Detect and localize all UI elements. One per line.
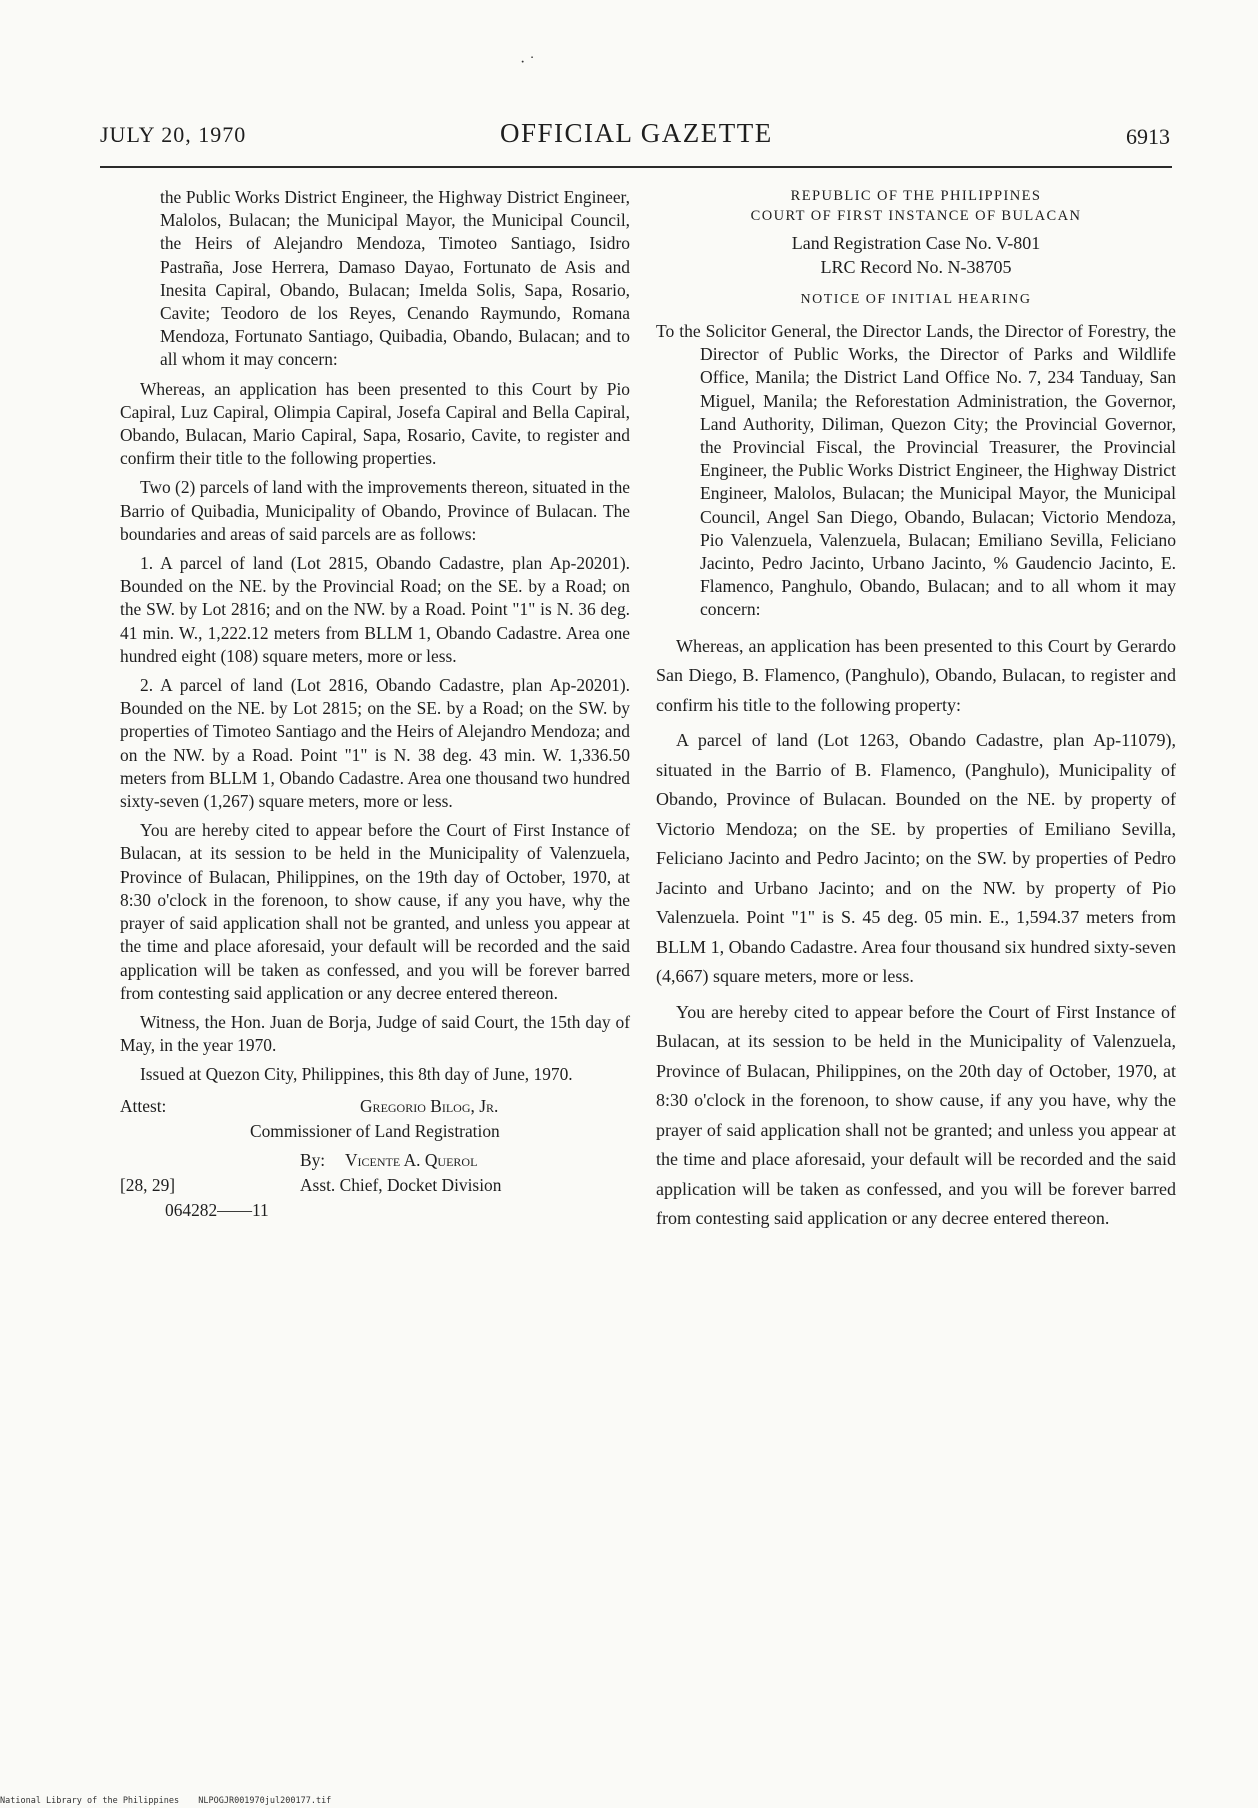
lrc-record: LRC Record No. N-38705 bbox=[820, 257, 1012, 277]
left-addressees: the Public Works District Engineer, the Highway District Engineer, Malolos, Bulacan; the Municipal Mayor, the Municipal Council, the Heirs of Alejandro Mendoza, Timoteo Santiago, Isidro Pastraña, Jose Herrera, Damaso Dayao, Fortunato de Asis and Inesita Capiral, Obando, Bulacan; Imelda Solis, Sapa, Rosario, Cavite; Teodoro de los Reyes, Cenando Raymundo, Romana Mendoza, Fortunato Santiago, Quibadia, Obando, Bulacan; and to all whom it may concern: bbox=[160, 187, 630, 370]
print-speck: · ˙ bbox=[520, 54, 535, 71]
by-title: Asst. Chief, Docket Division bbox=[300, 1174, 502, 1195]
right-citation: You are hereby cited to appear before the Court of First Instance of Bulacan, at its session to be held in the Municipality of Valenzuela, Province of Bulacan, Philippines, on the 20th day of October, 1970, at 8:30 o'clock in the forenoon, to show cause, if any you have, why the prayer of said application shall not be granted; and unless you appear at the time and place aforesaid, your default will be recorded and the said application will be taken as confessed, and you will be forever barred from contesting said application or any decree entered thereon. bbox=[656, 1001, 1176, 1229]
issue-date: JULY 20, 1970 bbox=[100, 122, 247, 147]
by-label: By: bbox=[300, 1149, 326, 1170]
right-column bbox=[656, 186, 1176, 1240]
signature-block bbox=[120, 1093, 630, 1221]
attest-label: Attest: bbox=[120, 1095, 167, 1116]
signatory-name: Gregorio Bilog, Jr. bbox=[360, 1095, 499, 1116]
right-addressees: To the Solicitor General, the Director Lands, the Director of Forestry, the Director of Public Works, the Director of Parks and Wildlife Office, Manila; the District Land Office No. 7, 234 Tanduay, San Miguel, Manila; the Reforestation Administration, the Governor, Land Authority, Diliman, Quezon City; the Provincial Governor, the Provincial Fiscal, the Provincial Treasurer, the Provincial Engineer, the Public Works District Engineer, the Highway District Engineer, Malolos, Bulacan; the Municipal Mayor, the Municipal Council, Angel San Diego, Obando, Bulacan; Victorio Mendoza, Pio Valenzuela, Valenzuela, Bulacan; Emiliano Sevilla, Feliciano Jacinto, Pedro Jacinto, Urbano Jacinto, % Gaudencio Jacinto, E. Flamenco, Panghulo, Obando, Bulacan; and to all whom it may concern: bbox=[656, 321, 1176, 620]
left-parcel-1: 1. A parcel of land (Lot 2815, Obando Cadastre, plan Ap-20201). Bounded on the NE. by the Provincial Road; on the SE. by a Road; on the SW. by Lot 2816; and on the NW. by a Road. Point "1" is N. 36 deg. 41 min. W., 1,222.12 meters from BLLM 1, Obando Cadastre. Area one hundred eight (108) square meters, more or less. bbox=[120, 553, 630, 666]
left-column bbox=[120, 186, 630, 1221]
header-rule bbox=[100, 166, 1172, 168]
right-parcel: A parcel of land (Lot 1263, Obando Cadastre, plan Ap-11079), situated in the Barrio of B. Flamenco, (Panghulo), Municipality of Obando, Province of Bulacan. Bounded on the NE. by property of Victorio Mendoza; on the SE. by properties of Emiliano Sevilla, Feliciano Jacinto and Pedro Jacinto; on the SW. by properties of Pedro Jacinto and Urbano Jacinto; and on the NW. by property of Pio Valenzuela. Point "1" is S. 45 deg. 05 min. E., 1,594.37 meters from BLLM 1, Obando Cadastre. Area four thousand six hundred sixty-seven (4,667) square meters, more or less. bbox=[656, 730, 1176, 987]
page-header bbox=[100, 118, 1170, 158]
by-name: Vicente A. Querol bbox=[345, 1149, 478, 1170]
print-code: 064282——11 bbox=[165, 1199, 269, 1220]
left-whereas: Whereas, an application has been presented to this Court by Pio Capiral, Luz Capiral, Olimpia Capiral, Josefa Capiral and Bella Capiral, Obando, Bulacan, Mario Capiral, Sapa, Rosario, Cavite, to register and confirm their title to the following properties. bbox=[120, 378, 630, 469]
page-number: 6913 bbox=[1126, 124, 1170, 149]
right-whereas: Whereas, an application has been presented to this Court by Gerardo San Diego, B. Flamenco, (Panghulo), Obando, Bulacan, to register and confirm his title to the following property: bbox=[656, 635, 1176, 715]
left-issued: Issued at Quezon City, Philippines, this 8th day of June, 1970. bbox=[140, 1064, 573, 1085]
publication-title: OFFICIAL GAZETTE bbox=[500, 118, 773, 148]
footer-source: National Library of the Philippines bbox=[0, 1796, 180, 1806]
scan-footer bbox=[0, 1796, 331, 1806]
left-citation: You are hereby cited to appear before the Court of First Instance of Bulacan, at its session to be held in the Municipality of Valenzuela, Province of Bulacan, Philippines, on the 19th day of October, 1970, at 8:30 o'clock in the forenoon, to show cause, if any you have, why the prayer of said application shall not be granted, and unless you appear at the time and place aforesaid, your default will be recorded and the said application will be taken as confessed, and you will be forever barred from contesting said application or any decree entered thereon. bbox=[120, 820, 630, 1003]
court-heading: COURT OF FIRST INSTANCE OF BULACAN bbox=[750, 208, 1082, 224]
footer-file-id: NLPOGJR001970jul200177.tif bbox=[198, 1796, 332, 1806]
signatory-title: Commissioner of Land Registration bbox=[250, 1120, 500, 1141]
notice-heading: NOTICE OF INITIAL HEARING bbox=[800, 292, 1032, 307]
left-parcels-intro: Two (2) parcels of land with the improvements thereon, situated in the Barrio of Quibadia, Municipality of Obando, Province of Bulacan. The boundaries and areas of said parcels are as follows: bbox=[120, 477, 630, 544]
issue-reference: [28, 29] bbox=[120, 1174, 176, 1195]
republic-heading: REPUBLIC OF THE PHILIPPINES bbox=[790, 188, 1042, 204]
left-parcel-2: 2. A parcel of land (Lot 2816, Obando Cadastre, plan Ap-20201). Bounded on the NE. by Lot 2815; on the SE. by a Road; on the SW. by properties of Timoteo Santiago and the Heirs of Alejandro Mendoza; and on the NW. by a Road. Point "1" is N. 38 deg. 43 min. W. 1,336.50 meters from BLLM 1, Obando Cadastre. Area one thousand two hundred sixty-seven (1,267) square meters, more or less. bbox=[120, 675, 630, 812]
left-witness: Witness, the Hon. Juan de Borja, Judge of said Court, the 15th day of May, in the year 1970. bbox=[120, 1011, 630, 1056]
case-number: Land Registration Case No. V-801 bbox=[791, 233, 1041, 253]
